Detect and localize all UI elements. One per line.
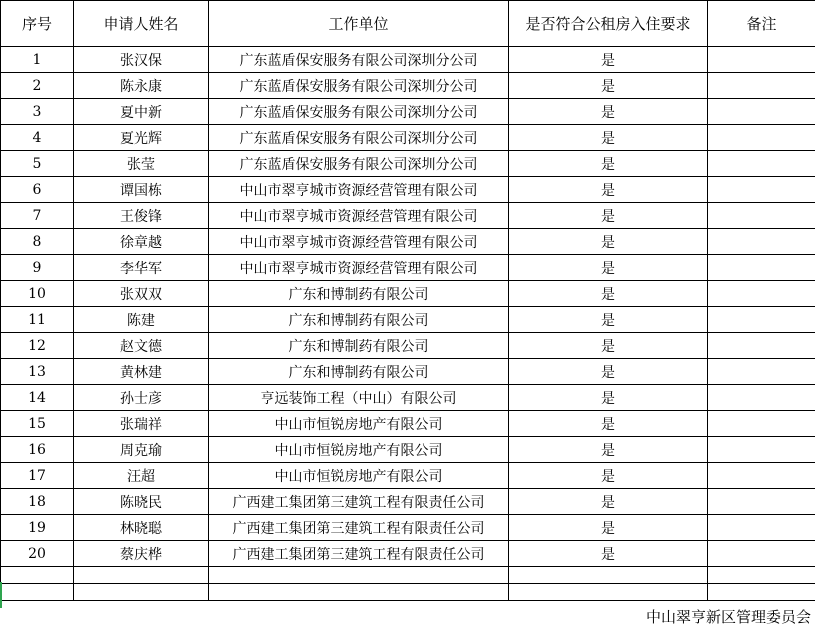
- cell-employer[interactable]: 广东蓝盾保安服务有限公司深圳分公司: [209, 73, 509, 99]
- cell-index[interactable]: 13: [1, 359, 74, 385]
- cell-remarks[interactable]: [708, 489, 815, 515]
- cell-employer[interactable]: 广东蓝盾保安服务有限公司深圳分公司: [209, 47, 509, 73]
- cell-remarks[interactable]: [708, 333, 815, 359]
- cell-index[interactable]: 6: [1, 177, 74, 203]
- cell-index[interactable]: 17: [1, 463, 74, 489]
- table-row: [1, 255, 815, 281]
- cell-index[interactable]: 1: [1, 47, 74, 73]
- cell-index[interactable]: 12: [1, 333, 74, 359]
- empty-cell[interactable]: [74, 584, 209, 601]
- cell-index[interactable]: 15: [1, 411, 74, 437]
- cell-name[interactable]: 张莹: [74, 151, 209, 177]
- cell-name[interactable]: 林晓聪: [74, 515, 209, 541]
- cell-index[interactable]: 18: [1, 489, 74, 515]
- cell-eligibility[interactable]: 是: [509, 99, 708, 125]
- empty-row: [1, 584, 815, 601]
- cell-eligibility[interactable]: 是: [509, 47, 708, 73]
- cell-eligibility[interactable]: 是: [509, 255, 708, 281]
- cell-remarks[interactable]: [708, 177, 815, 203]
- cell-index[interactable]: 3: [1, 99, 74, 125]
- cell-employer[interactable]: 中山市恒锐房地产有限公司: [209, 463, 509, 489]
- table-row: [1, 333, 815, 359]
- cell-name[interactable]: 李华军: [74, 255, 209, 281]
- cell-eligibility[interactable]: 是: [509, 151, 708, 177]
- cell-name[interactable]: 陈晓民: [74, 489, 209, 515]
- cell-employer[interactable]: 广东和博制药有限公司: [209, 359, 509, 385]
- cell-name[interactable]: 陈建: [74, 307, 209, 333]
- cell-remarks[interactable]: [708, 203, 815, 229]
- cell-name[interactable]: 孙士彦: [74, 385, 209, 411]
- cell-remarks[interactable]: [708, 125, 815, 151]
- cell-eligibility[interactable]: 是: [509, 359, 708, 385]
- cell-employer[interactable]: 中山市翠亨城市资源经营管理有限公司: [209, 229, 509, 255]
- header-cell-employer[interactable]: 工作单位: [209, 1, 509, 47]
- table-row: [1, 515, 815, 541]
- cell-employer[interactable]: 广东蓝盾保安服务有限公司深圳分公司: [209, 99, 509, 125]
- issuer-footer: 中山翠亨新区管理委员会: [645, 608, 811, 626]
- table-row: [1, 411, 815, 437]
- cell-index[interactable]: 16: [1, 437, 74, 463]
- cell-employer[interactable]: 中山市翠亨城市资源经营管理有限公司: [209, 255, 509, 281]
- cell-name[interactable]: 周克瑜: [74, 437, 209, 463]
- cell-employer[interactable]: 广东和博制药有限公司: [209, 333, 509, 359]
- table-row: [1, 437, 815, 463]
- cell-index[interactable]: 2: [1, 73, 74, 99]
- cell-index[interactable]: 4: [1, 125, 74, 151]
- table-row: [1, 125, 815, 151]
- cell-remarks[interactable]: [708, 359, 815, 385]
- empty-cell[interactable]: [1, 584, 74, 601]
- empty-cell[interactable]: [509, 567, 708, 584]
- header-row: [1, 1, 815, 47]
- empty-cell[interactable]: [509, 584, 708, 601]
- table-row: [1, 489, 815, 515]
- cell-employer[interactable]: 中山市恒锐房地产有限公司: [209, 411, 509, 437]
- cell-employer[interactable]: 亨远装饰工程（中山）有限公司: [209, 385, 509, 411]
- cell-name[interactable]: 夏光辉: [74, 125, 209, 151]
- cell-remarks[interactable]: [708, 307, 815, 333]
- table-row: [1, 281, 815, 307]
- cell-employer[interactable]: 中山市恒锐房地产有限公司: [209, 437, 509, 463]
- cell-eligibility[interactable]: 是: [509, 125, 708, 151]
- empty-cell[interactable]: [708, 567, 815, 584]
- empty-row: [1, 567, 815, 584]
- cell-name[interactable]: 谭国栋: [74, 177, 209, 203]
- cell-name[interactable]: 张汉保: [74, 47, 209, 73]
- header-cell-remarks[interactable]: 备注: [708, 1, 815, 47]
- cell-eligibility[interactable]: 是: [509, 437, 708, 463]
- cell-index[interactable]: 14: [1, 385, 74, 411]
- cell-remarks[interactable]: [708, 99, 815, 125]
- cell-employer[interactable]: 中山市翠亨城市资源经营管理有限公司: [209, 203, 509, 229]
- cell-name[interactable]: 陈永康: [74, 73, 209, 99]
- table-row: [1, 229, 815, 255]
- cell-eligibility[interactable]: 是: [509, 463, 708, 489]
- cell-index[interactable]: 8: [1, 229, 74, 255]
- header-cell-eligibility[interactable]: 是否符合公租房入住要求: [509, 1, 708, 47]
- table-row: [1, 177, 815, 203]
- cell-employer[interactable]: 中山市翠亨城市资源经营管理有限公司: [209, 177, 509, 203]
- cell-name[interactable]: 黄林建: [74, 359, 209, 385]
- cell-employer[interactable]: 广东蓝盾保安服务有限公司深圳分公司: [209, 125, 509, 151]
- cell-eligibility[interactable]: 是: [509, 177, 708, 203]
- cell-eligibility[interactable]: 是: [509, 333, 708, 359]
- cell-eligibility[interactable]: 是: [509, 385, 708, 411]
- cell-index[interactable]: 9: [1, 255, 74, 281]
- cell-name[interactable]: 徐章越: [74, 229, 209, 255]
- cell-index[interactable]: 5: [1, 151, 74, 177]
- table-row: [1, 203, 815, 229]
- cell-name[interactable]: 张瑞祥: [74, 411, 209, 437]
- table-row: [1, 359, 815, 385]
- cell-eligibility[interactable]: 是: [509, 73, 708, 99]
- cell-remarks[interactable]: [708, 385, 815, 411]
- cell-employer[interactable]: 广东和博制药有限公司: [209, 307, 509, 333]
- table-row: [1, 541, 815, 567]
- cell-eligibility[interactable]: 是: [509, 541, 708, 567]
- empty-cell[interactable]: [209, 584, 509, 601]
- cell-remarks[interactable]: [708, 463, 815, 489]
- table-row: [1, 463, 815, 489]
- cell-index[interactable]: 19: [1, 515, 74, 541]
- table-row: [1, 385, 815, 411]
- cell-employer[interactable]: 广东蓝盾保安服务有限公司深圳分公司: [209, 151, 509, 177]
- cell-eligibility[interactable]: 是: [509, 307, 708, 333]
- cell-remarks[interactable]: [708, 151, 815, 177]
- cell-index[interactable]: 7: [1, 203, 74, 229]
- empty-cell[interactable]: [209, 567, 509, 584]
- cell-name[interactable]: 夏中新: [74, 99, 209, 125]
- table-row: [1, 307, 815, 333]
- table-body: [1, 47, 815, 601]
- cell-name[interactable]: 王俊锋: [74, 203, 209, 229]
- cell-name[interactable]: 汪超: [74, 463, 209, 489]
- cell-eligibility[interactable]: 是: [509, 229, 708, 255]
- cell-remarks[interactable]: [708, 541, 815, 567]
- empty-cell[interactable]: [74, 567, 209, 584]
- table-row: [1, 73, 815, 99]
- cell-eligibility[interactable]: 是: [509, 515, 708, 541]
- table-row: [1, 151, 815, 177]
- cell-employer[interactable]: 广西建工集团第三建筑工程有限责任公司: [209, 489, 509, 515]
- header-cell-name[interactable]: 申请人姓名: [74, 1, 209, 47]
- cell-remarks[interactable]: [708, 281, 815, 307]
- table-row: [1, 99, 815, 125]
- table-row: [1, 47, 815, 73]
- empty-cell[interactable]: [1, 567, 74, 584]
- cell-eligibility[interactable]: 是: [509, 489, 708, 515]
- cell-eligibility[interactable]: 是: [509, 203, 708, 229]
- cell-employer[interactable]: 广西建工集团第三建筑工程有限责任公司: [209, 541, 509, 567]
- cell-remarks[interactable]: [708, 255, 815, 281]
- cell-remarks[interactable]: [708, 47, 815, 73]
- cell-remarks[interactable]: [708, 73, 815, 99]
- cell-remarks[interactable]: [708, 411, 815, 437]
- cell-eligibility[interactable]: 是: [509, 281, 708, 307]
- cell-selection-marker: [0, 582, 2, 608]
- cell-employer[interactable]: 广东和博制药有限公司: [209, 281, 509, 307]
- cell-remarks[interactable]: [708, 515, 815, 541]
- header-cell-index[interactable]: 序号: [1, 1, 74, 47]
- empty-cell[interactable]: [708, 584, 815, 601]
- cell-name[interactable]: 张双双: [74, 281, 209, 307]
- cell-name[interactable]: 蔡庆桦: [74, 541, 209, 567]
- cell-index[interactable]: 20: [1, 541, 74, 567]
- cell-name[interactable]: 赵文德: [74, 333, 209, 359]
- cell-index[interactable]: 10: [1, 281, 74, 307]
- cell-remarks[interactable]: [708, 229, 815, 255]
- cell-index[interactable]: 11: [1, 307, 74, 333]
- cell-employer[interactable]: 广西建工集团第三建筑工程有限责任公司: [209, 515, 509, 541]
- cell-remarks[interactable]: [708, 437, 815, 463]
- cell-eligibility[interactable]: 是: [509, 411, 708, 437]
